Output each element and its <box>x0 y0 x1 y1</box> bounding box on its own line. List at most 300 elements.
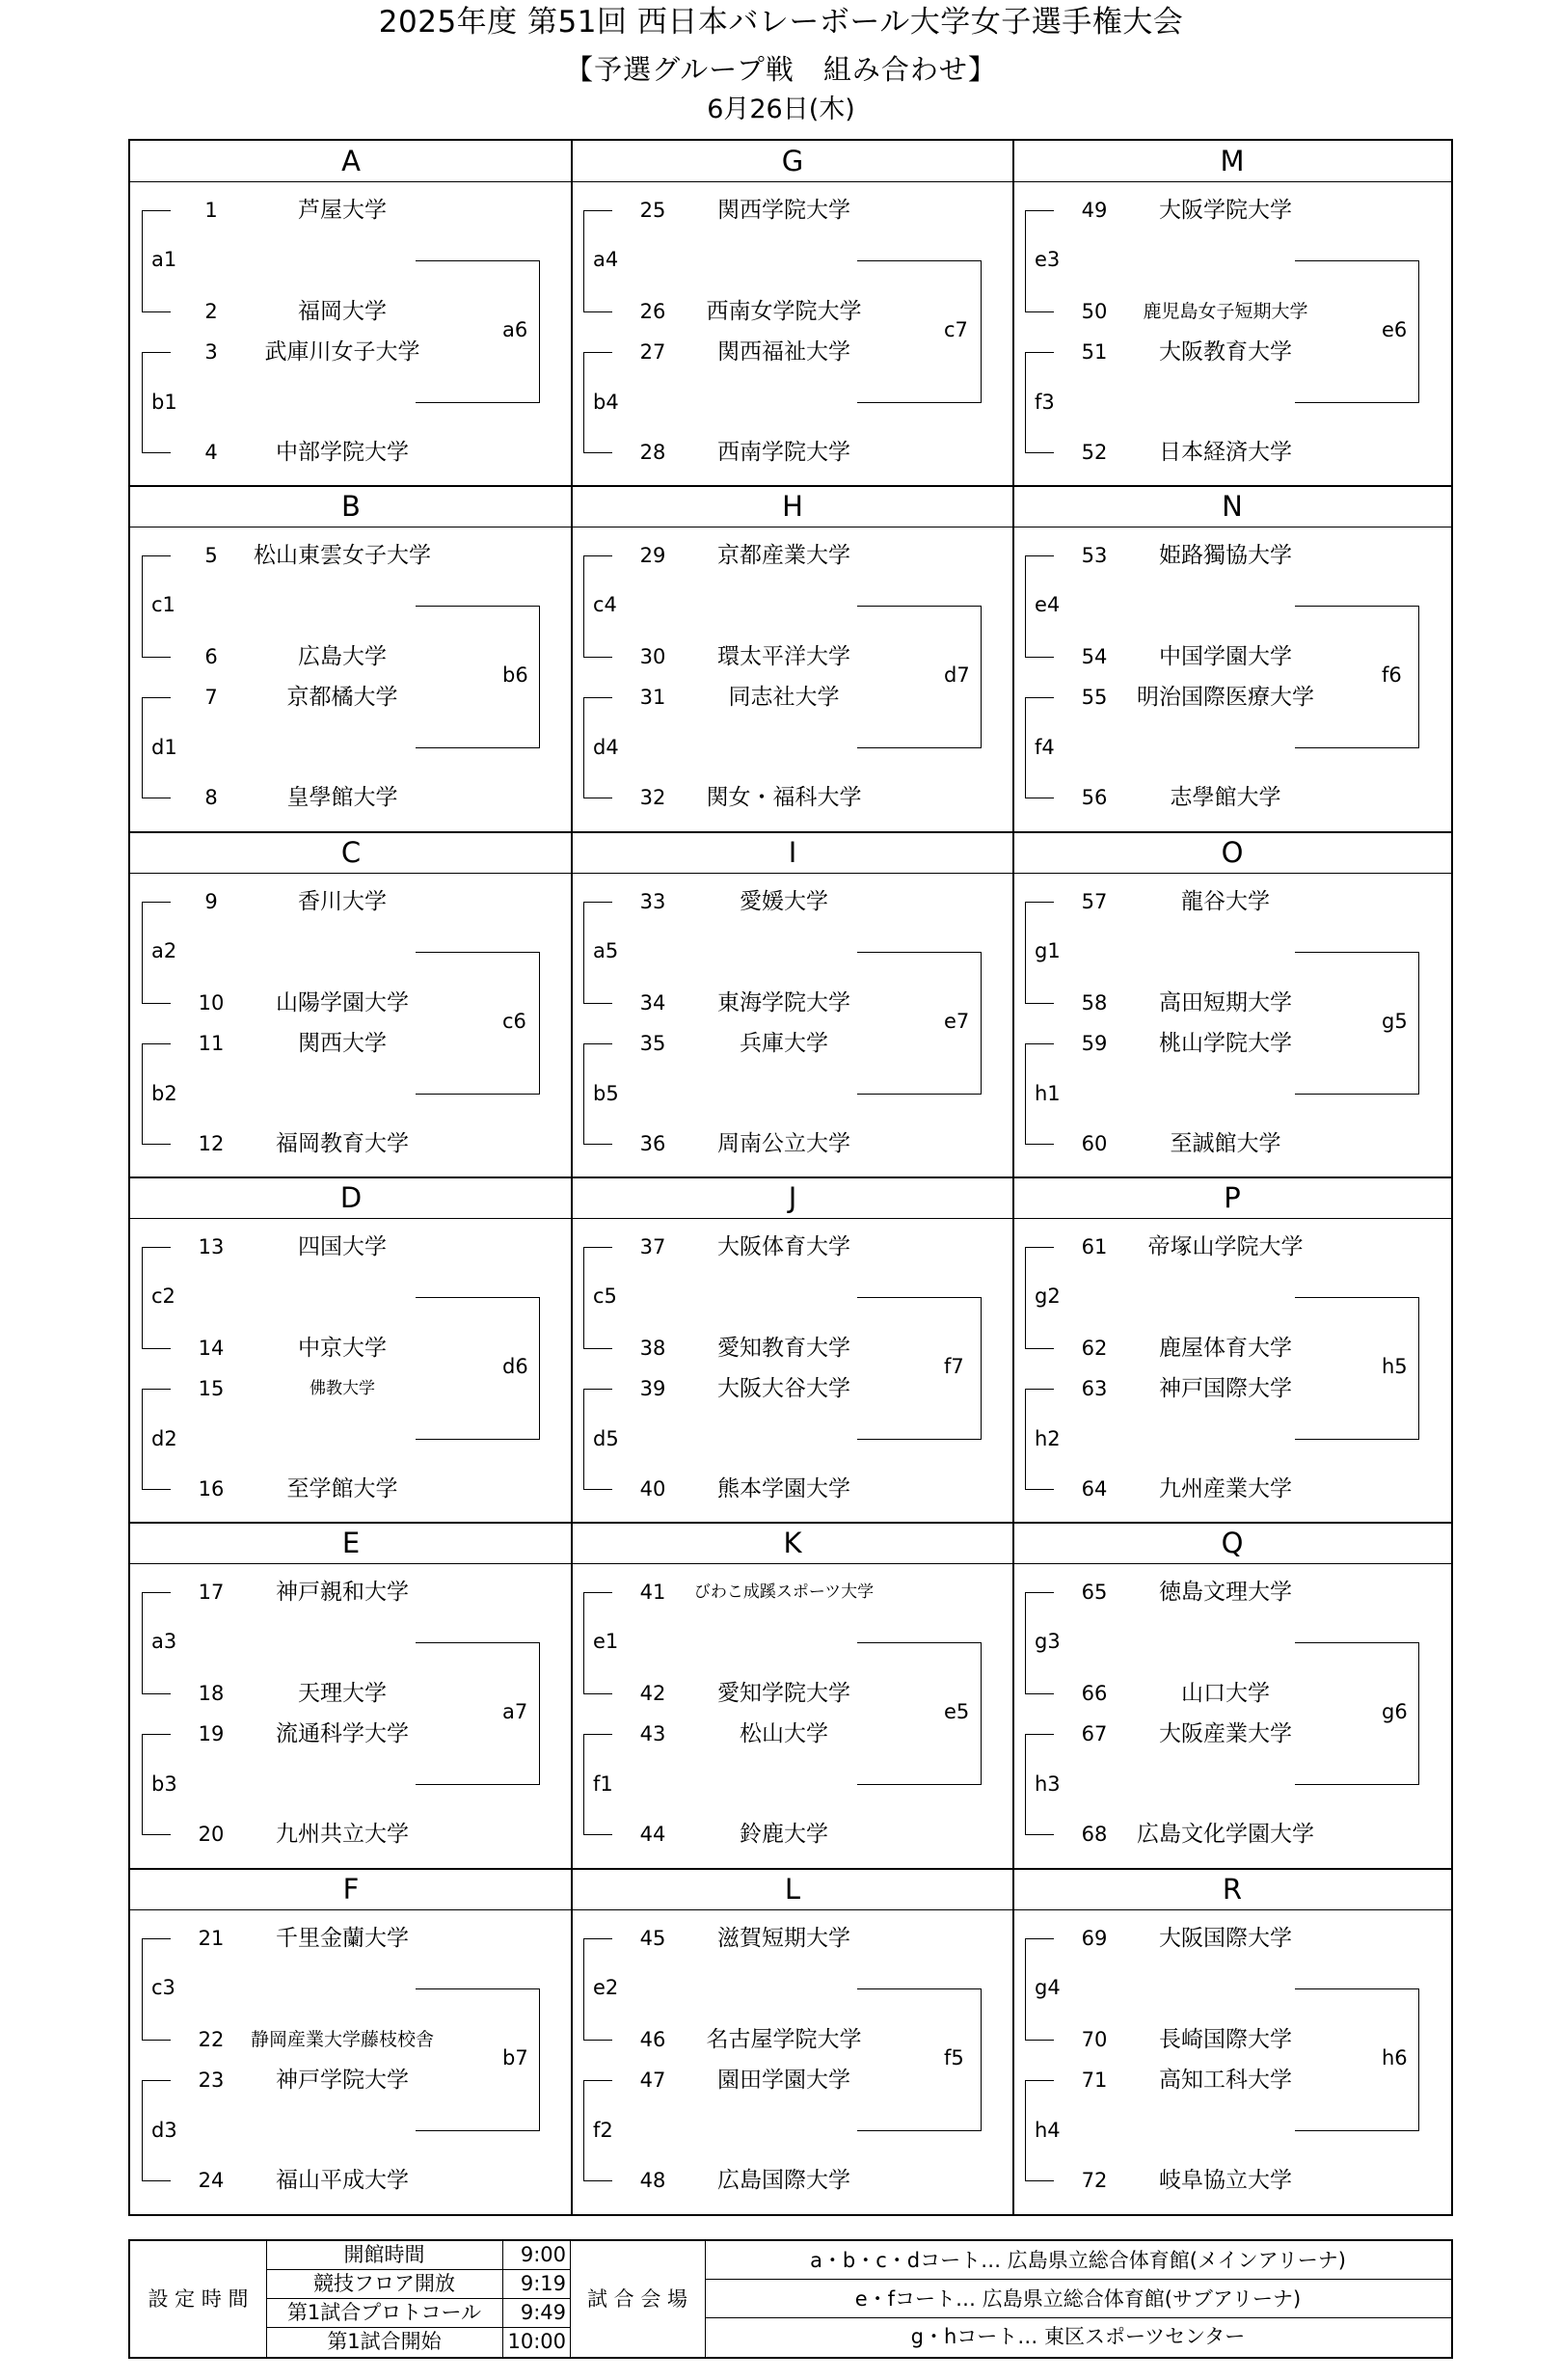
team-line <box>1025 1938 1054 1939</box>
team-number: 63 <box>1081 1377 1108 1400</box>
final-bracket <box>857 1784 981 1785</box>
team-name: 関西福祉大学 <box>717 339 850 365</box>
team-line <box>142 210 171 211</box>
team-line <box>583 311 612 312</box>
team-number: 55 <box>1081 686 1108 709</box>
team-name: 山陽学園大学 <box>276 990 409 1015</box>
team-name: 至学館大学 <box>286 1476 398 1501</box>
match-bracket <box>142 210 143 311</box>
team-number: 5 <box>204 544 218 567</box>
final-match-label: f5 <box>944 2046 964 2069</box>
team-line <box>583 555 612 556</box>
match-label: c4 <box>593 593 617 616</box>
pool-header: E <box>341 1527 361 1559</box>
team-number: 32 <box>639 786 666 809</box>
team-line <box>1025 1592 1054 1593</box>
team-name: 帝塚山学院大学 <box>1147 1234 1304 1259</box>
match-bracket <box>1025 697 1026 798</box>
venue-label: 試 合 会 場 <box>586 2287 688 2311</box>
final-bracket <box>416 260 539 261</box>
team-number: 10 <box>198 991 225 1014</box>
team-number: 18 <box>198 1682 225 1705</box>
team-line <box>583 1592 612 1593</box>
team-line <box>1025 2040 1054 2041</box>
pool-block <box>1013 1218 1451 1523</box>
pool-block <box>130 1909 572 2214</box>
team-line <box>583 1003 612 1004</box>
team-name: 中京大学 <box>298 1336 387 1361</box>
team-name: 熊本学園大学 <box>717 1476 850 1501</box>
team-line <box>142 1389 171 1390</box>
match-label: h1 <box>1035 1082 1061 1105</box>
team-line <box>142 2080 171 2081</box>
team-number: 22 <box>198 2028 225 2051</box>
team-name: びわこ成蹊スポーツ大学 <box>693 1582 875 1602</box>
team-number: 8 <box>204 786 218 809</box>
final-bracket <box>1418 1642 1419 1785</box>
final-match-label: e5 <box>944 1700 970 1723</box>
team-line <box>583 1247 612 1248</box>
venue-row: g・hコート… 東区スポーツセンター <box>910 2325 1246 2348</box>
final-bracket <box>539 1297 540 1440</box>
match-label: e3 <box>1035 248 1061 271</box>
bracket-grid <box>128 139 1453 2216</box>
match-bracket <box>142 352 143 452</box>
team-name: 関西大学 <box>298 1031 387 1056</box>
final-match-label: b7 <box>502 2046 528 2069</box>
team-name: 姫路獨協大学 <box>1159 543 1292 568</box>
team-name: 名古屋学院大学 <box>706 2027 862 2052</box>
final-bracket <box>857 260 981 261</box>
team-number: 19 <box>198 1722 225 1745</box>
pool-header: C <box>340 836 362 869</box>
team-line <box>1025 1734 1054 1735</box>
team-number: 3 <box>204 340 218 364</box>
team-name: 日本経済大学 <box>1159 440 1292 465</box>
final-bracket <box>981 1988 982 2131</box>
pool-header: B <box>341 490 361 523</box>
team-name: 桃山学院大学 <box>1159 1031 1292 1056</box>
team-name: 静岡産業大学藤枝校舎 <box>250 2029 434 2050</box>
team-line <box>1025 1834 1054 1835</box>
team-line <box>583 1693 612 1694</box>
match-bracket <box>1025 1592 1026 1693</box>
team-number: 38 <box>639 1337 666 1360</box>
final-match-label: h6 <box>1382 2046 1408 2069</box>
team-name: 大阪国際大学 <box>1159 1926 1292 1951</box>
match-bracket <box>583 902 584 1003</box>
match-label: a1 <box>151 248 177 271</box>
team-number: 7 <box>204 686 218 709</box>
pool-header: O <box>1221 836 1244 869</box>
match-label: g2 <box>1035 1285 1061 1308</box>
team-line <box>1025 2180 1054 2181</box>
match-bracket <box>142 555 143 657</box>
pool-header: L <box>784 1873 801 1906</box>
pool-block <box>130 1218 572 1523</box>
schedule-time: 9:49 <box>520 2301 566 2324</box>
team-name: 神戸学院大学 <box>276 2068 409 2093</box>
final-match-label: f7 <box>944 1355 964 1378</box>
team-name: 滋賀短期大学 <box>717 1926 850 1951</box>
match-label: f4 <box>1035 736 1055 759</box>
team-name: 皇學館大学 <box>286 785 398 810</box>
team-name: 広島大学 <box>298 644 387 669</box>
final-bracket <box>1295 1642 1418 1643</box>
team-name: 兵庫大学 <box>740 1031 828 1056</box>
team-line <box>1025 311 1054 312</box>
final-bracket <box>416 1094 539 1095</box>
pool-header: R <box>1222 1873 1243 1906</box>
team-name: 鹿児島女子短期大学 <box>1143 301 1308 322</box>
team-name: 千里金蘭大学 <box>276 1926 409 1951</box>
final-bracket <box>416 1988 539 1989</box>
final-bracket <box>857 2130 981 2131</box>
team-number: 2 <box>204 300 218 323</box>
final-bracket <box>1418 606 1419 748</box>
team-name: 西南女学院大学 <box>706 299 862 324</box>
team-name: 九州共立大学 <box>276 1822 409 1847</box>
team-number: 61 <box>1081 1235 1108 1258</box>
final-bracket <box>857 1297 981 1298</box>
schedule-item: 第1試合プロトコール <box>286 2301 482 2324</box>
match-label: c2 <box>151 1285 175 1308</box>
team-line <box>142 1348 171 1349</box>
team-number: 60 <box>1081 1132 1108 1155</box>
team-line <box>583 1734 612 1735</box>
team-number: 43 <box>639 1722 666 1745</box>
pool-header: I <box>788 836 797 869</box>
team-name: 広島文化学園大学 <box>1137 1822 1314 1847</box>
match-label: h4 <box>1035 2119 1061 2142</box>
team-number: 71 <box>1081 2069 1108 2092</box>
match-bracket <box>583 1043 584 1144</box>
team-name: 東海学院大学 <box>717 990 850 1015</box>
team-number: 34 <box>639 991 666 1014</box>
schedule-item: 競技フロア開放 <box>313 2272 455 2295</box>
team-name: 松山大学 <box>740 1721 828 1746</box>
final-match-label: b6 <box>502 663 528 687</box>
pool-block <box>130 527 572 831</box>
pool-block <box>1013 873 1451 1177</box>
team-line <box>142 1489 171 1490</box>
final-bracket <box>1295 402 1418 403</box>
team-name: 芦屋大学 <box>298 198 387 223</box>
final-match-label: c7 <box>944 318 968 341</box>
team-name: 園田学園大学 <box>717 2068 850 2093</box>
match-bracket <box>583 697 584 798</box>
team-number: 56 <box>1081 786 1108 809</box>
team-number: 50 <box>1081 300 1108 323</box>
match-bracket <box>1025 352 1026 452</box>
final-bracket <box>981 952 982 1095</box>
team-name: 京都橘大学 <box>286 685 398 710</box>
final-match-label: d7 <box>944 663 970 687</box>
team-number: 59 <box>1081 1032 1108 1055</box>
match-label: a2 <box>151 939 177 962</box>
match-label: b5 <box>593 1082 619 1105</box>
final-match-label: e6 <box>1382 318 1408 341</box>
schedule-item: 第1試合開始 <box>327 2330 442 2353</box>
team-name: 高知工科大学 <box>1159 2068 1292 2093</box>
match-label: b3 <box>151 1772 177 1796</box>
final-bracket <box>416 1439 539 1440</box>
team-line <box>142 1144 171 1145</box>
final-bracket <box>857 1642 981 1643</box>
team-name: 神戸国際大学 <box>1159 1376 1292 1401</box>
match-label: d5 <box>593 1427 619 1450</box>
team-line <box>1025 1144 1054 1145</box>
final-bracket <box>416 952 539 953</box>
team-name: 香川大学 <box>298 889 387 914</box>
team-number: 53 <box>1081 544 1108 567</box>
team-name: 福山平成大学 <box>276 2168 409 2193</box>
team-line <box>583 1938 612 1939</box>
team-line <box>1025 210 1054 211</box>
final-match-label: c6 <box>502 1010 526 1033</box>
final-bracket <box>1295 952 1418 953</box>
match-label: d4 <box>593 736 619 759</box>
team-number: 28 <box>639 441 666 464</box>
team-name: 大阪大谷大学 <box>717 1376 850 1401</box>
team-line <box>1025 1003 1054 1004</box>
match-label: b2 <box>151 1082 177 1105</box>
match-bracket <box>583 2080 584 2180</box>
team-name: 大阪産業大学 <box>1159 1721 1292 1746</box>
team-line <box>583 452 612 453</box>
schedule-time: 9:00 <box>520 2243 566 2266</box>
final-bracket <box>1295 1297 1418 1298</box>
team-number: 65 <box>1081 1581 1108 1604</box>
match-bracket <box>142 1734 143 1834</box>
team-name: 四国大学 <box>298 1234 387 1259</box>
final-bracket <box>416 1297 539 1298</box>
pool-block <box>572 873 1013 1177</box>
team-number: 69 <box>1081 1927 1108 1950</box>
match-label: c5 <box>593 1285 617 1308</box>
match-bracket <box>1025 1247 1026 1348</box>
match-bracket <box>1025 902 1026 1003</box>
team-number: 11 <box>198 1032 225 1055</box>
team-number: 1 <box>204 199 218 222</box>
match-label: g1 <box>1035 939 1061 962</box>
team-line <box>1025 1043 1054 1044</box>
team-name: 中国学園大学 <box>1159 644 1292 669</box>
team-number: 44 <box>639 1823 666 1846</box>
final-bracket <box>1295 1439 1418 1440</box>
team-name: 大阪体育大学 <box>717 1234 850 1259</box>
team-line <box>1025 352 1054 353</box>
final-match-label: a6 <box>502 318 528 341</box>
team-number: 67 <box>1081 1722 1108 1745</box>
match-bracket <box>1025 1043 1026 1144</box>
final-bracket <box>857 952 981 953</box>
final-bracket <box>1295 2130 1418 2131</box>
final-bracket <box>1418 260 1419 403</box>
match-bracket <box>1025 555 1026 657</box>
final-bracket <box>857 1094 981 1095</box>
match-bracket <box>1025 1734 1026 1834</box>
team-line <box>583 1348 612 1349</box>
match-label: e4 <box>1035 593 1061 616</box>
team-number: 72 <box>1081 2169 1108 2192</box>
team-line <box>142 1003 171 1004</box>
match-label: a4 <box>593 248 619 271</box>
pool-header: M <box>1220 145 1245 177</box>
match-label: a5 <box>593 939 619 962</box>
final-bracket <box>1295 606 1418 607</box>
team-number: 15 <box>198 1377 225 1400</box>
final-bracket <box>539 260 540 403</box>
final-bracket <box>1295 260 1418 261</box>
team-number: 16 <box>198 1477 225 1501</box>
final-bracket <box>539 1988 540 2131</box>
team-number: 14 <box>198 1337 225 1360</box>
schedule-venue-table <box>128 2239 1453 2359</box>
schedule-item: 開館時間 <box>343 2243 425 2266</box>
team-name: 福岡教育大学 <box>276 1131 409 1156</box>
match-bracket <box>142 1389 143 1489</box>
pool-block <box>572 527 1013 831</box>
team-name: 愛知教育大学 <box>717 1336 850 1361</box>
final-bracket <box>981 1642 982 1785</box>
match-bracket <box>583 555 584 657</box>
match-bracket <box>583 1734 584 1834</box>
match-label: h3 <box>1035 1772 1061 1796</box>
match-bracket <box>583 1389 584 1489</box>
final-bracket <box>416 1784 539 1785</box>
team-name: 鹿屋体育大学 <box>1159 1336 1292 1361</box>
schedule-label: 設 定 時 間 <box>148 2287 249 2311</box>
team-line <box>1025 2080 1054 2081</box>
team-number: 41 <box>639 1581 666 1604</box>
team-line <box>583 210 612 211</box>
team-name: 愛媛大学 <box>740 889 828 914</box>
match-bracket <box>142 2080 143 2180</box>
page-subtitle: 【予選グループ戦 組み合わせ】 <box>565 53 997 86</box>
team-number: 30 <box>639 645 666 668</box>
team-line <box>583 697 612 698</box>
team-name: 至誠館大学 <box>1170 1131 1281 1156</box>
final-bracket <box>1418 952 1419 1095</box>
match-label: d1 <box>151 736 177 759</box>
team-name: 周南公立大学 <box>717 1131 850 1156</box>
match-bracket <box>142 697 143 798</box>
final-bracket <box>857 1439 981 1440</box>
match-label: f1 <box>593 1772 613 1796</box>
team-number: 35 <box>639 1032 666 1055</box>
final-bracket <box>416 747 539 748</box>
pool-header: D <box>339 1181 363 1214</box>
final-bracket <box>857 1988 981 1989</box>
team-number: 29 <box>639 544 666 567</box>
pool-block <box>1013 1563 1451 1868</box>
team-number: 64 <box>1081 1477 1108 1501</box>
final-bracket <box>416 606 539 607</box>
match-label: f2 <box>593 2119 613 2142</box>
team-line <box>142 1693 171 1694</box>
team-line <box>583 1043 612 1044</box>
match-label: b4 <box>593 391 619 414</box>
match-bracket <box>142 1247 143 1348</box>
pool-block <box>572 181 1013 486</box>
team-line <box>1025 555 1054 556</box>
match-bracket <box>1025 210 1026 311</box>
match-label: g4 <box>1035 1976 1061 1999</box>
match-label: f3 <box>1035 391 1055 414</box>
final-match-label: f6 <box>1382 663 1402 687</box>
team-name: 長崎国際大学 <box>1159 2027 1292 2052</box>
team-line <box>142 1043 171 1044</box>
pool-header: H <box>782 490 803 523</box>
team-line <box>142 697 171 698</box>
team-line <box>142 2040 171 2041</box>
team-line <box>1025 1489 1054 1490</box>
schedule-time: 9:19 <box>520 2272 566 2295</box>
team-name: 京都産業大学 <box>717 543 850 568</box>
team-line <box>142 1938 171 1939</box>
team-number: 26 <box>639 300 666 323</box>
team-name: 流通科学大学 <box>276 1721 409 1746</box>
match-label: c3 <box>151 1976 175 1999</box>
team-number: 36 <box>639 1132 666 1155</box>
team-number: 52 <box>1081 441 1108 464</box>
final-match-label: h5 <box>1382 1355 1408 1378</box>
final-match-label: d6 <box>502 1355 528 1378</box>
venue-row: a・b・c・dコート… 広島県立総合体育館(メインアリーナ) <box>810 2249 1346 2272</box>
match-bracket <box>583 1247 584 1348</box>
team-name: 関女・福科大学 <box>706 785 862 810</box>
pool-header: J <box>788 1181 797 1214</box>
team-line <box>142 1247 171 1248</box>
match-label: a3 <box>151 1630 177 1653</box>
pool-header: K <box>783 1527 802 1559</box>
team-number: 70 <box>1081 2028 1108 2051</box>
match-bracket <box>1025 1389 1026 1489</box>
final-bracket <box>539 952 540 1095</box>
match-label: d2 <box>151 1427 177 1450</box>
pool-block <box>1013 1909 1451 2214</box>
team-name: 愛知学院大学 <box>717 1681 850 1706</box>
team-number: 6 <box>204 645 218 668</box>
team-number: 62 <box>1081 1337 1108 1360</box>
team-number: 57 <box>1081 890 1108 913</box>
team-number: 21 <box>198 1927 225 1950</box>
match-label: d3 <box>151 2119 177 2142</box>
team-line <box>583 2180 612 2181</box>
team-line <box>583 1489 612 1490</box>
team-name: 九州産業大学 <box>1159 1476 1292 1501</box>
final-bracket <box>1418 1297 1419 1440</box>
team-name: 天理大学 <box>298 1681 387 1706</box>
pool-block <box>1013 527 1451 831</box>
team-line <box>142 1834 171 1835</box>
team-number: 13 <box>198 1235 225 1258</box>
final-bracket <box>416 1642 539 1643</box>
team-number: 42 <box>639 1682 666 1705</box>
pool-block <box>130 873 572 1177</box>
match-bracket <box>142 902 143 1003</box>
match-bracket <box>1025 1938 1026 2040</box>
match-label: g3 <box>1035 1630 1061 1653</box>
match-label: e1 <box>593 1630 619 1653</box>
team-name: 高田短期大学 <box>1159 990 1292 1015</box>
team-number: 31 <box>639 686 666 709</box>
team-line <box>1025 1348 1054 1349</box>
team-line <box>1025 1389 1054 1390</box>
team-number: 23 <box>198 2069 225 2092</box>
team-line <box>583 352 612 353</box>
